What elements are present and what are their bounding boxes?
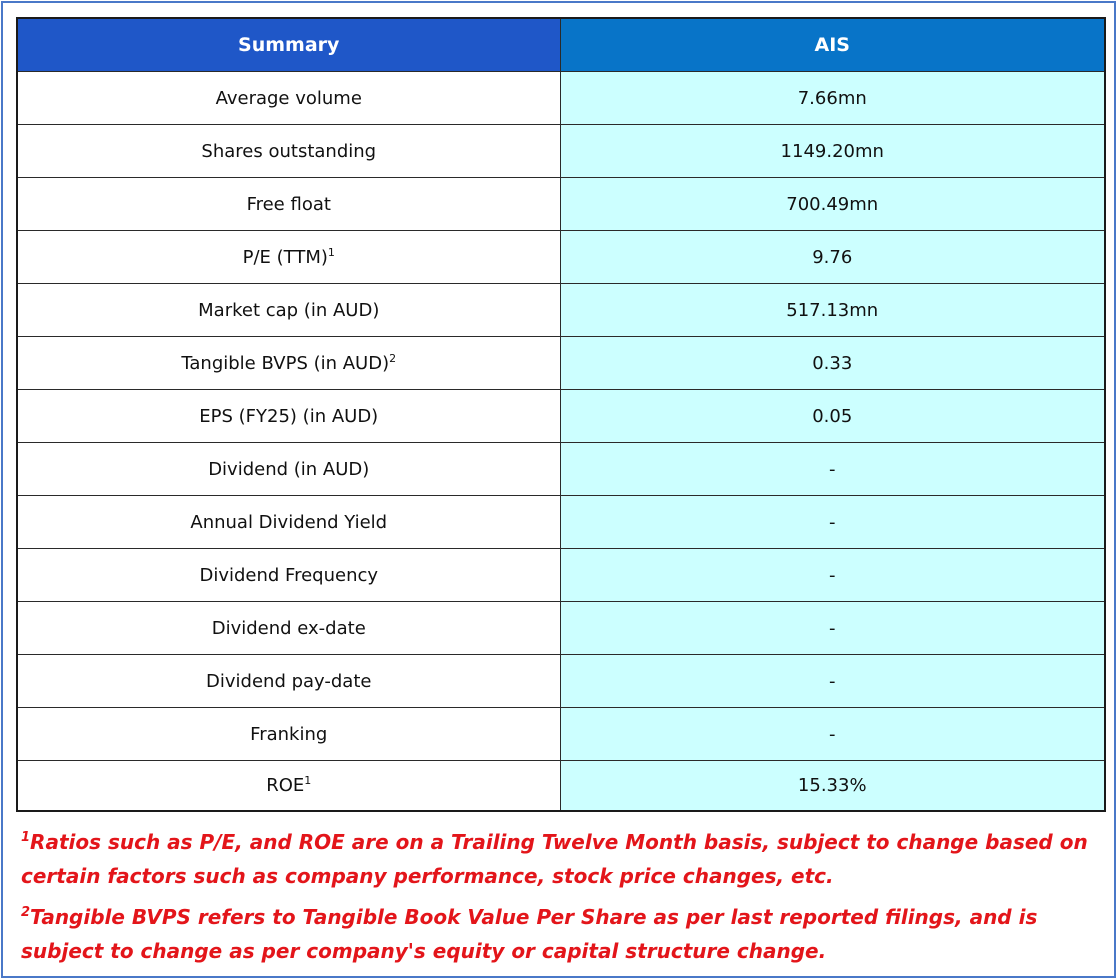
row-label-text: Annual Dividend Yield bbox=[190, 511, 388, 533]
row-label bbox=[17, 496, 560, 549]
row-label-text: Free float bbox=[246, 193, 331, 215]
summary-table bbox=[16, 17, 1106, 812]
row-value: 0.05 bbox=[560, 390, 1105, 443]
footnote-1 bbox=[21, 825, 1106, 893]
header-summary: Summary bbox=[17, 18, 560, 72]
table-row bbox=[17, 708, 1105, 761]
row-label-text: Average volume bbox=[215, 87, 362, 109]
row-label bbox=[17, 602, 560, 655]
footnote-marker: 1 bbox=[327, 245, 335, 259]
row-label-text: Shares outstanding bbox=[201, 140, 377, 162]
row-label bbox=[17, 655, 560, 708]
row-label bbox=[17, 443, 560, 496]
row-value: 7.66mn bbox=[560, 72, 1105, 125]
row-value: 9.76 bbox=[560, 231, 1105, 284]
row-value: - bbox=[560, 549, 1105, 602]
table-row bbox=[17, 655, 1105, 708]
row-value: 700.49mn bbox=[560, 178, 1105, 231]
header-ticker: AIS bbox=[560, 18, 1105, 72]
row-value: 0.33 bbox=[560, 337, 1105, 390]
table-header-row bbox=[17, 18, 1105, 72]
row-label bbox=[17, 231, 560, 284]
table-row bbox=[17, 72, 1105, 125]
table-body bbox=[17, 72, 1105, 812]
table-row bbox=[17, 602, 1105, 655]
row-label-text: Dividend ex-date bbox=[211, 617, 366, 639]
footnote-marker: 2 bbox=[389, 351, 397, 365]
row-label bbox=[17, 390, 560, 443]
table-row bbox=[17, 549, 1105, 602]
row-label bbox=[17, 549, 560, 602]
row-value: - bbox=[560, 602, 1105, 655]
row-value: 517.13mn bbox=[560, 284, 1105, 337]
row-label-text: ROE bbox=[266, 775, 305, 796]
row-label bbox=[17, 337, 560, 390]
row-value: - bbox=[560, 655, 1105, 708]
footnote-2 bbox=[21, 900, 1106, 968]
row-label-text: Dividend pay-date bbox=[206, 670, 372, 692]
table-row bbox=[17, 496, 1105, 549]
footnotes bbox=[21, 825, 1106, 968]
footnote-text: Ratios such as P/E, and ROE are on a Trailing Twelve Month basis, subject to change based on certain factors such as company performance, stock price changes, etc. bbox=[21, 830, 1088, 888]
row-label bbox=[17, 178, 560, 231]
footnote-text: Tangible BVPS refers to Tangible Book Value Per Share as per last reported filings, and is subject to change as per company's equity or capital structure change. bbox=[21, 905, 1038, 963]
row-label-text: P/E (TTM) bbox=[242, 246, 328, 268]
row-value: - bbox=[560, 708, 1105, 761]
table-row bbox=[17, 337, 1105, 390]
row-label-text: Tangible BVPS (in AUD) bbox=[181, 352, 390, 374]
row-label-text: Dividend Frequency bbox=[199, 564, 379, 586]
footnote-marker: 1 bbox=[304, 774, 312, 787]
row-value: - bbox=[560, 443, 1105, 496]
row-label-text: Market cap (in AUD) bbox=[198, 299, 380, 321]
footnote-number: 2 bbox=[21, 905, 31, 920]
row-label-text: Franking bbox=[250, 723, 328, 745]
table-row bbox=[17, 284, 1105, 337]
row-label-text: Dividend (in AUD) bbox=[208, 458, 370, 480]
table-row bbox=[17, 178, 1105, 231]
row-label bbox=[17, 708, 560, 761]
row-label-text: EPS (FY25) (in AUD) bbox=[199, 405, 379, 427]
row-label bbox=[17, 125, 560, 178]
table-row bbox=[17, 390, 1105, 443]
table-row bbox=[17, 231, 1105, 284]
table-row bbox=[17, 443, 1105, 496]
row-label bbox=[17, 761, 560, 812]
row-label bbox=[17, 72, 560, 125]
row-label bbox=[17, 284, 560, 337]
row-value: 15.33% bbox=[560, 761, 1105, 812]
row-value: 1149.20mn bbox=[560, 125, 1105, 178]
footnote-number: 1 bbox=[21, 830, 31, 845]
table-row bbox=[17, 761, 1105, 812]
row-value: - bbox=[560, 496, 1105, 549]
table-row bbox=[17, 125, 1105, 178]
document-frame bbox=[1, 1, 1116, 978]
